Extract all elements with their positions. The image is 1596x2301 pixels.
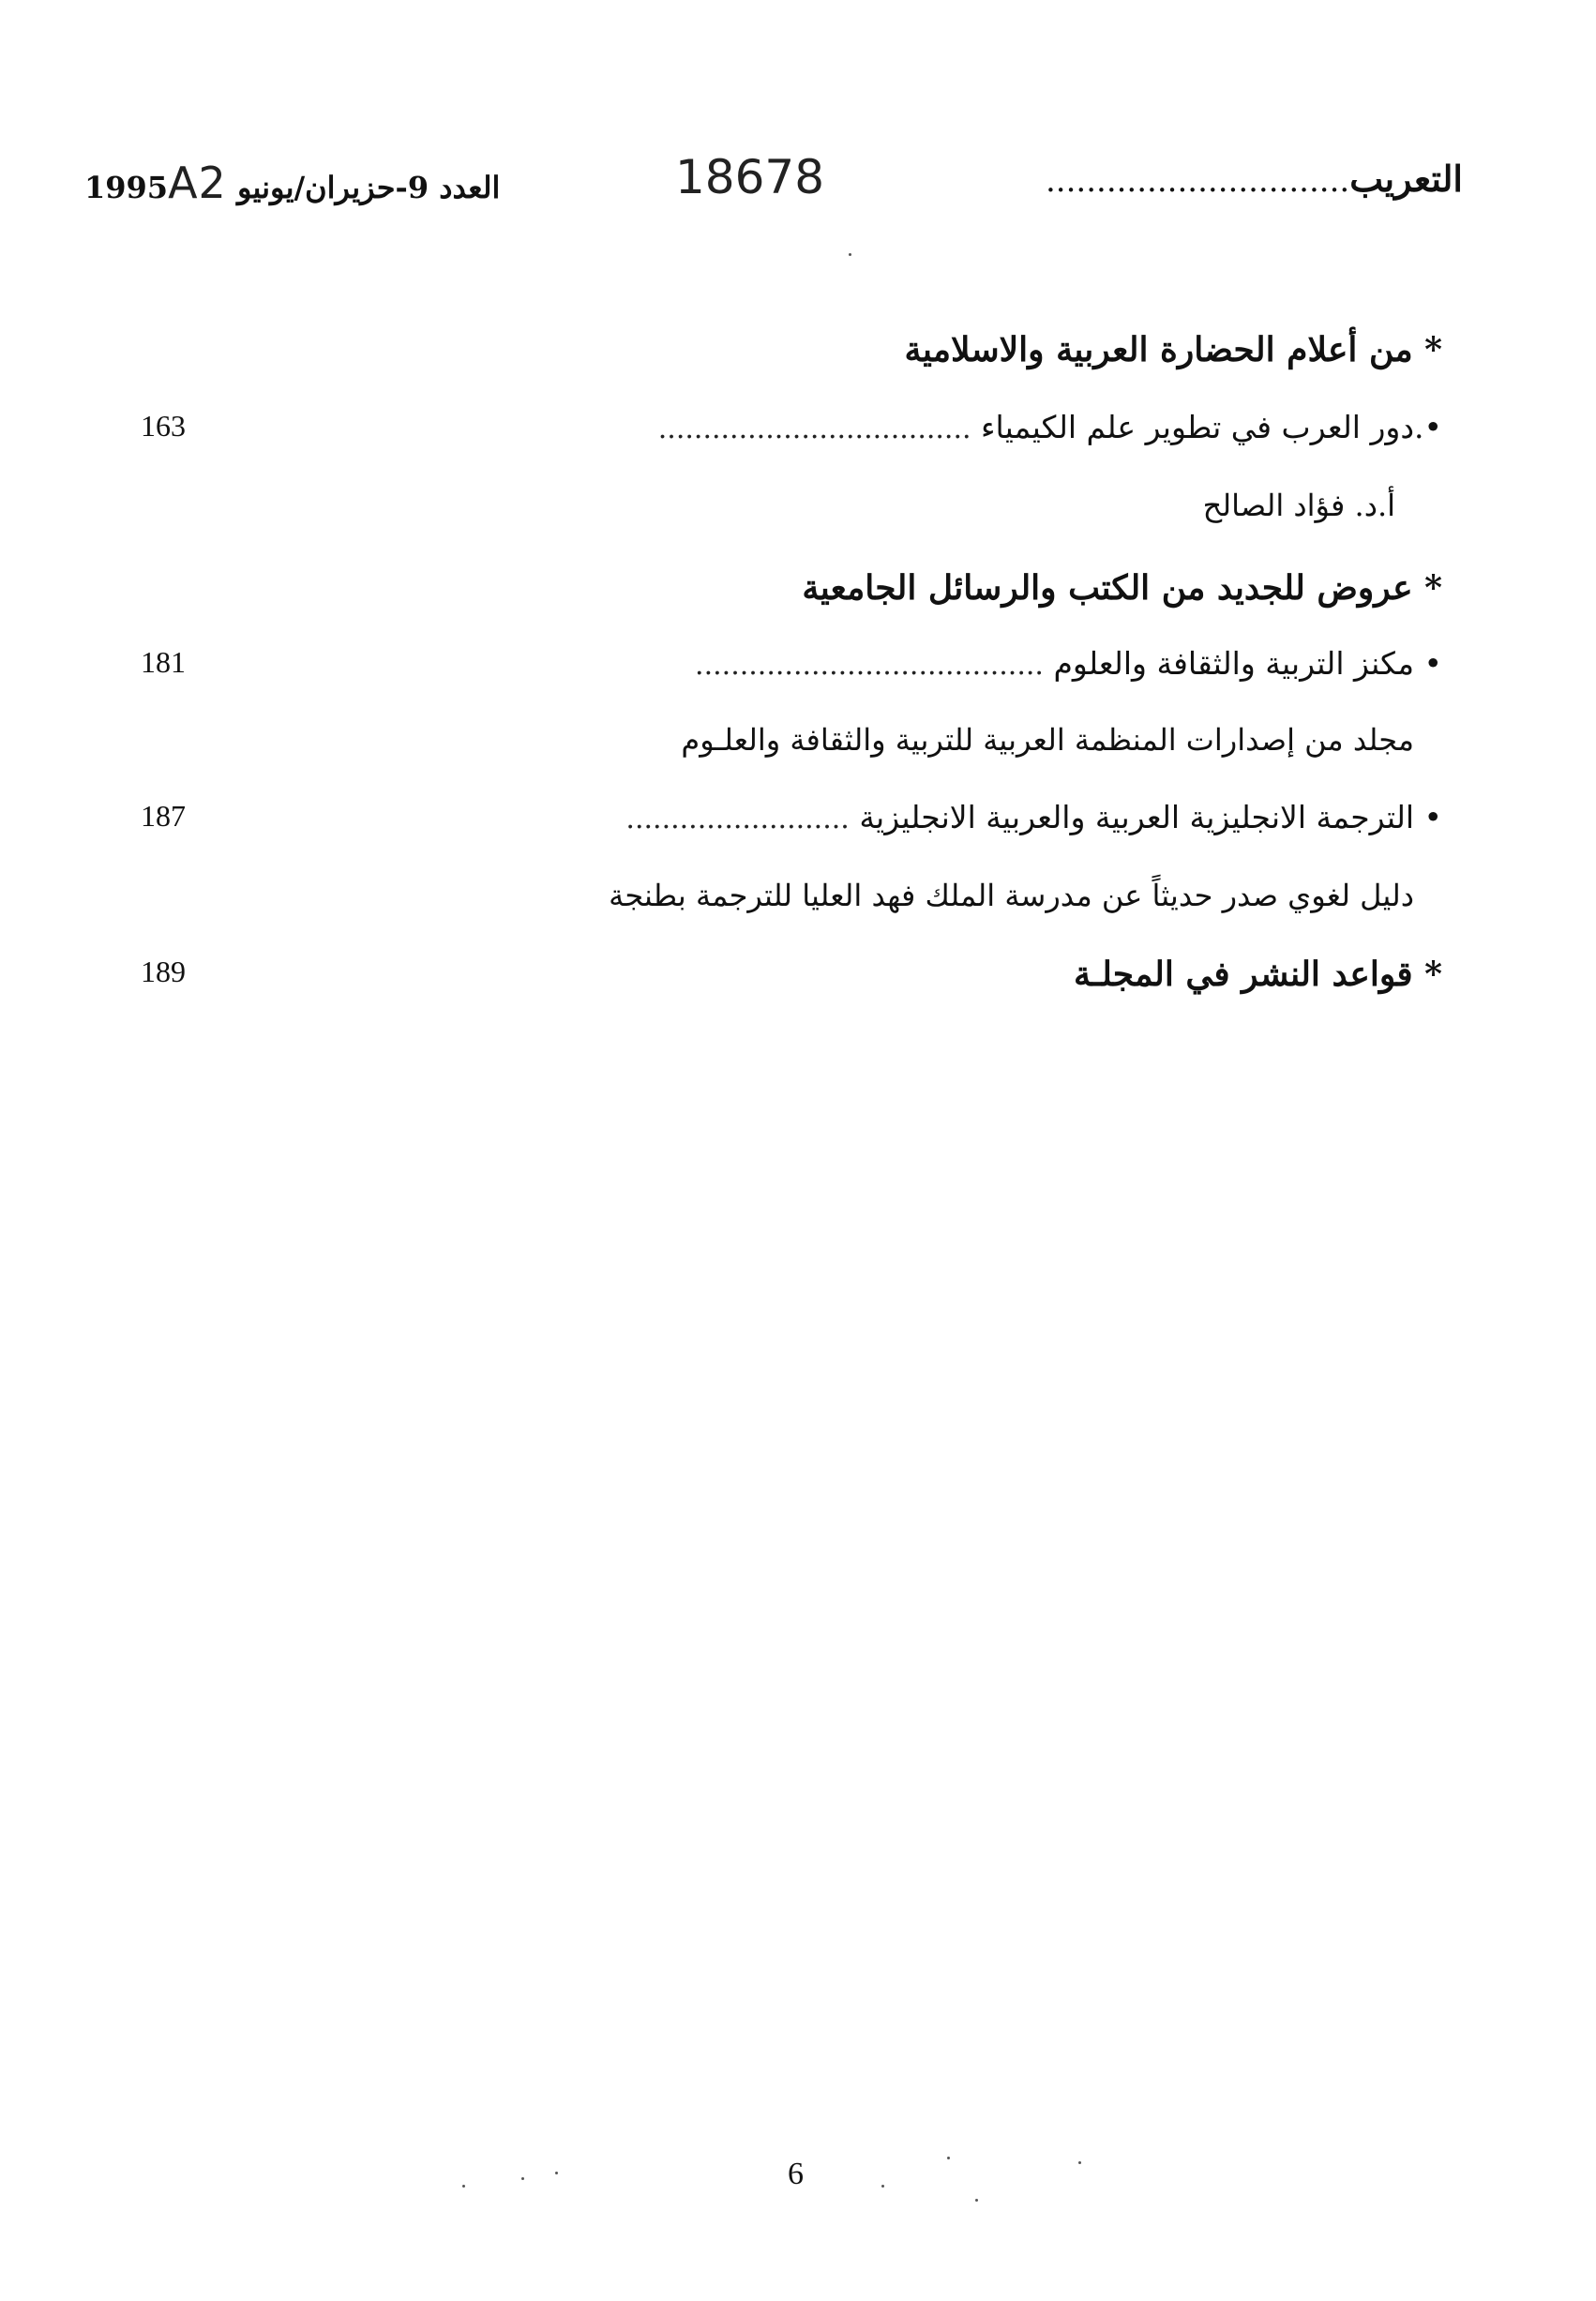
handwritten-number: 18678: [675, 150, 825, 204]
dot-leader: .......................................: [695, 649, 1044, 682]
page-number: 181: [141, 645, 186, 679]
entry-title: • مكنز التربية والثقافة والعلوم: [1053, 645, 1442, 682]
header-dot-leader: ..............................: [1045, 162, 1350, 200]
scan-speck: [555, 2172, 558, 2174]
dot-leader: ...................................: [657, 413, 971, 445]
page-number: 187: [141, 799, 186, 833]
scan-speck: [881, 2185, 884, 2188]
scan-speck: [462, 2185, 465, 2188]
entry-description: مجلد من إصدارات المنظمة العربية للتربية والثقافة والعلـوم: [681, 722, 1414, 758]
footer-page-number: 6: [788, 2157, 804, 2191]
entry-title: •.دور العرب في تطوير علم الكيمياء: [981, 409, 1442, 445]
toc-entry[interactable]: [141, 955, 1442, 1011]
entry-title: • الترجمة الانجليزية العربية والعربية الانجليزية: [859, 799, 1442, 835]
handwritten-suffix: A2: [168, 158, 227, 208]
entry-description: دليل لغوي صدر حديثاً عن مدرسة الملك فهد العليا للترجمة بطنجة: [609, 878, 1414, 913]
page-number: 163: [141, 409, 186, 443]
page-number: 189: [141, 955, 186, 988]
scan-speck: [1078, 2161, 1081, 2164]
magazine-name: التعريب: [1349, 158, 1463, 200]
toc-entry[interactable]: [141, 409, 1442, 465]
section-heading: * عروض للجديد من الكتب والرسائل الجامعية: [802, 568, 1442, 608]
header-title: [1046, 158, 1463, 200]
toc-entry[interactable]: [141, 645, 1442, 701]
issue-info: [84, 158, 500, 208]
scan-speck: [849, 253, 851, 256]
issue-text: العدد 9-حزيران/يونيو 1995: [84, 170, 501, 205]
toc-entry[interactable]: [141, 799, 1442, 855]
scan-speck: [521, 2177, 524, 2180]
dot-leader: .........................: [625, 803, 850, 835]
entry-author: أ.د. فؤاد الصالح: [1202, 488, 1395, 523]
page-header: [84, 150, 1463, 216]
scan-speck: [947, 2157, 950, 2159]
section-heading: * قواعد النشر في المجلـة: [1074, 955, 1442, 994]
scan-speck: [975, 2199, 978, 2202]
section-heading: * من أعلام الحضارة العربية والاسلامية: [904, 330, 1442, 369]
